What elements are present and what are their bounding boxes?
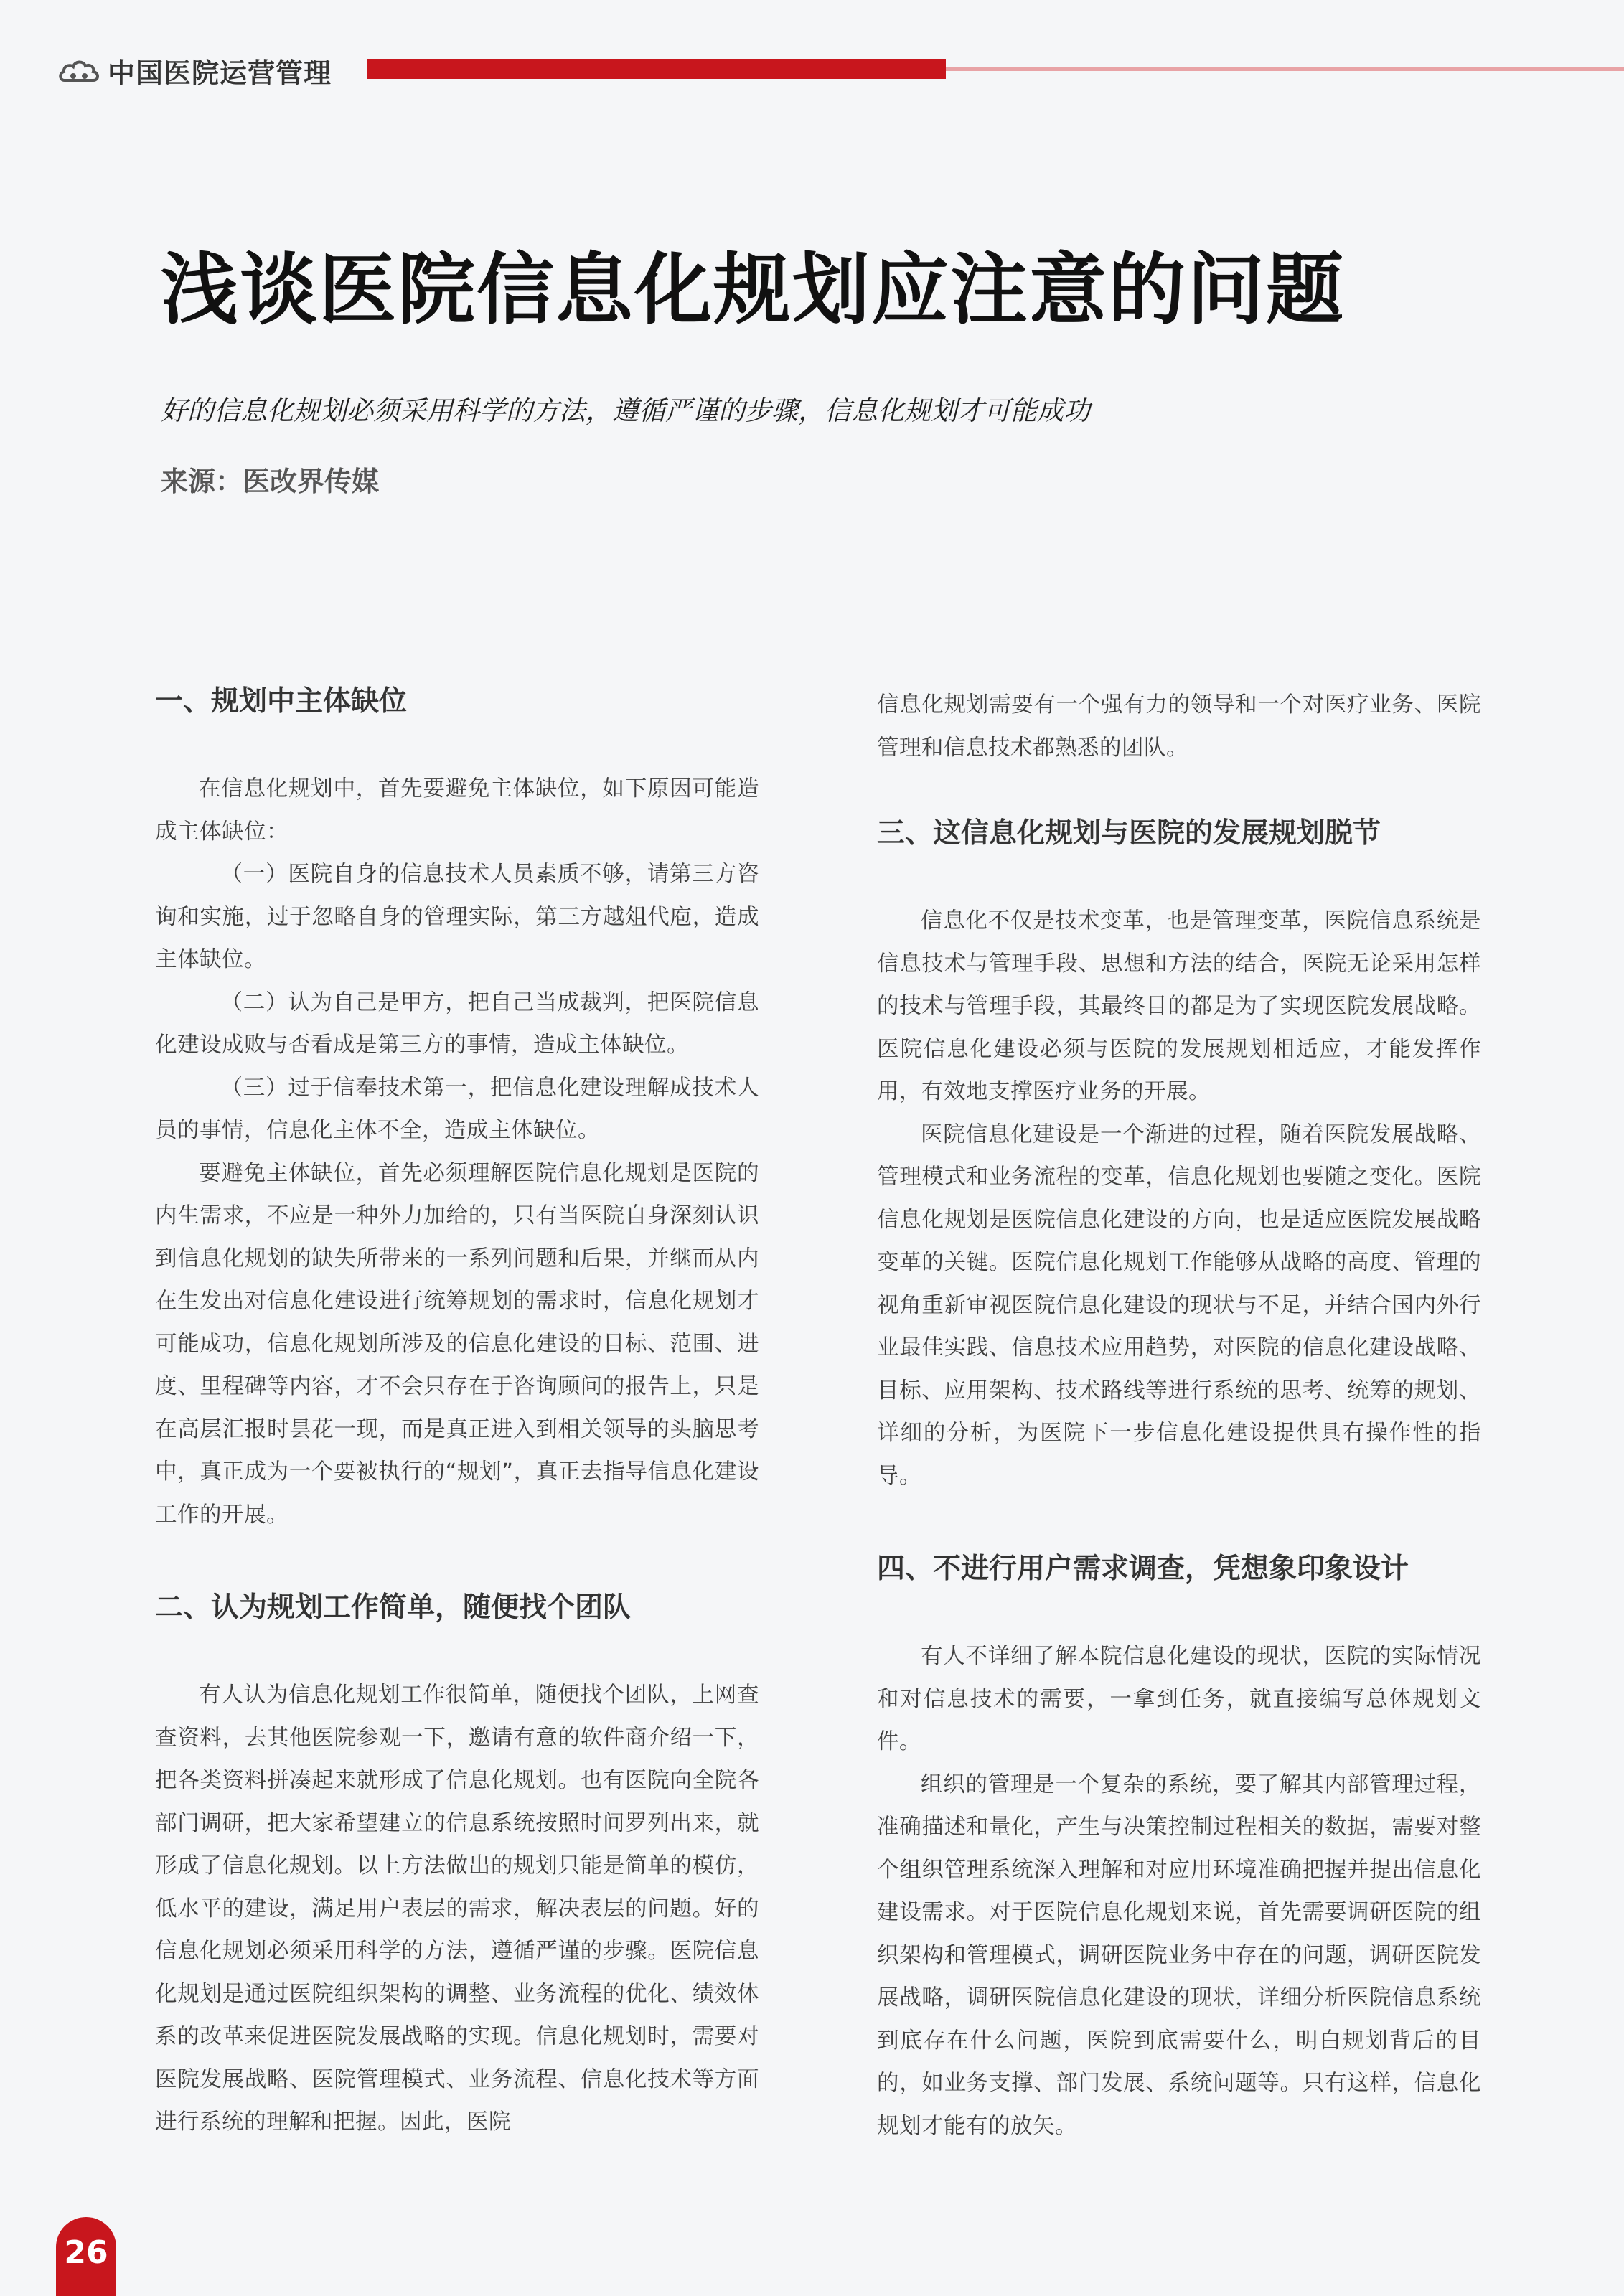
page-header bbox=[57, 52, 1624, 95]
paragraph: 要避免主体缺位，首先必须理解医院信息化规划是医院的内生需求，不应是一种外力加给的，只有当医院自身深刻认识到信息化规划的缺失所带来的一系列问题和后果，并继而从内在生发出对信息化建设进行统筹规划的需求时，信息化规划才可能成功，信息化规划所涉及的信息化建设的目标、范围、进度、里程碑等内容，才不会只存在于咨询顾问的报告上，只是在高层汇报时昙花一现，而是真正进入到相关领导的头脑思考中，真正成为一个要被执行的“规划”，真正去指导信息化建设工作的开展。 bbox=[155, 1160, 759, 1528]
article-title: 浅谈医院信息化规划应注意的问题 bbox=[161, 245, 1346, 335]
right-column bbox=[877, 684, 1481, 2147]
header-rule-line bbox=[946, 67, 1624, 71]
article-subtitle: 好的信息化规划必须采用科学的方法，遵循严谨的步骤，信息化规划才可能成功 bbox=[161, 395, 1090, 426]
page-number: 26 bbox=[64, 2234, 108, 2271]
section-heading-1: 一、规划中主体缺位 bbox=[155, 685, 408, 718]
header-accent-bar bbox=[367, 59, 946, 79]
paragraph: 信息化不仅是技术变革，也是管理变革，医院信息系统是信息技术与管理手段、思想和方法的结合，医院无论采用怎样的技术与管理手段，其最终目的都是为了实现医院发展战略。医院信息化建设必须与医院的发展规划相适应，才能发挥作用，有效地支撑医疗业务的开展。 bbox=[877, 908, 1481, 1104]
paragraph: 组织的管理是一个复杂的系统，要了解其内部管理过程，准确描述和量化，产生与决策控制过程相关的数据，需要对整个组织管理系统深入理解和对应用环境准确把握并提出信息化建设需求。对于医院信息化规划来说，首先需要调研医院的组织架构和管理模式，调研医院业务中存在的问题，调研医院发展战略，调研医院信息化建设的现状，详细分析医院信息系统到底存在什么问题，医院到底需要什么，明白规划背后的目的，如业务支撑、部门发展、系统问题等。只有这样，信息化规划才能有的放矢。 bbox=[877, 1772, 1481, 2139]
left-column bbox=[155, 680, 759, 2144]
section-heading-4: 四、不进行用户需求调查，凭想象印象设计 bbox=[877, 1553, 1409, 1585]
paragraph: 在信息化规划中，首先要避免主体缺位，如下原因可能造成主体缺位： bbox=[155, 776, 759, 844]
page-number-badge bbox=[56, 2217, 116, 2296]
paragraph: 有人不详细了解本院信息化建设的现状，医院的实际情况和对信息技术的需要，一拿到任务，就直接编写总体规划文件。 bbox=[877, 1644, 1481, 1754]
paragraph: 信息化规划需要有一个强有力的领导和一个对医疗业务、医院管理和信息技术都熟悉的团队。 bbox=[877, 692, 1481, 761]
paragraph: （二）认为自己是甲方，把自己当成裁判，把医院信息化建设成败与否看成是第三方的事情，造成主体缺位。 bbox=[155, 989, 759, 1058]
article-source: 来源：医改界传媒 bbox=[161, 466, 380, 497]
brand-name: 中国医院运营管理 bbox=[108, 57, 332, 89]
section-heading-2: 二、认为规划工作简单，随便找个团队 bbox=[155, 1591, 632, 1624]
paragraph: （三）过于信奉技术第一，把信息化建设理解成技术人员的事情，信息化主体不全，造成主体缺位。 bbox=[155, 1075, 759, 1143]
paragraph: （一）医院自身的信息技术人员素质不够，请第三方咨询和实施，过于忽略自身的管理实际，第三方越俎代庖，造成主体缺位。 bbox=[155, 862, 759, 972]
paragraph: 医院信息化建设是一个渐进的过程，随着医院发展战略、管理模式和业务流程的变革，信息化规划也要随之变化。医院信息化规划是医院信息化建设的方向，也是适应医院发展战略变革的关键。医院信息化规划工作能够从战略的高度、管理的视角重新审视医院信息化建设的现状与不足，并结合国内外行业最佳实践、信息技术应用趋势，对医院的信息化建设战略、目标、应用架构、技术路线等进行系统的思考、统筹的规划、详细的分析，为医院下一步信息化建设提供具有操作性的指导。 bbox=[877, 1121, 1481, 1489]
cloud-icon bbox=[57, 57, 102, 86]
section-heading-3: 三、这信息化规划与医院的发展规划脱节 bbox=[877, 817, 1381, 850]
paragraph: 有人认为信息化规划工作很简单，随便找个团队，上网查查资料，去其他医院参观一下，邀请有意的软件商介绍一下，把各类资料拼凑起来就形成了信息化规划。也有医院向全院各部门调研，把大家希望建立的信息系统按照时间罗列出来，就形成了信息化规划。以上方法做出的规划只能是简单的模仿，低水平的建设，满足用户表层的需求，解决表层的问题。好的信息化规划必须采用科学的方法，遵循严谨的步骤。医院信息化规划是通过医院组织架构的调整、业务流程的优化、绩效体系的改革来促进医院发展战略的实现。信息化规划时，需要对医院发展战略、医院管理模式、业务流程、信息化技术等方面进行系统的理解和把握。因此，医院 bbox=[155, 1683, 759, 2135]
